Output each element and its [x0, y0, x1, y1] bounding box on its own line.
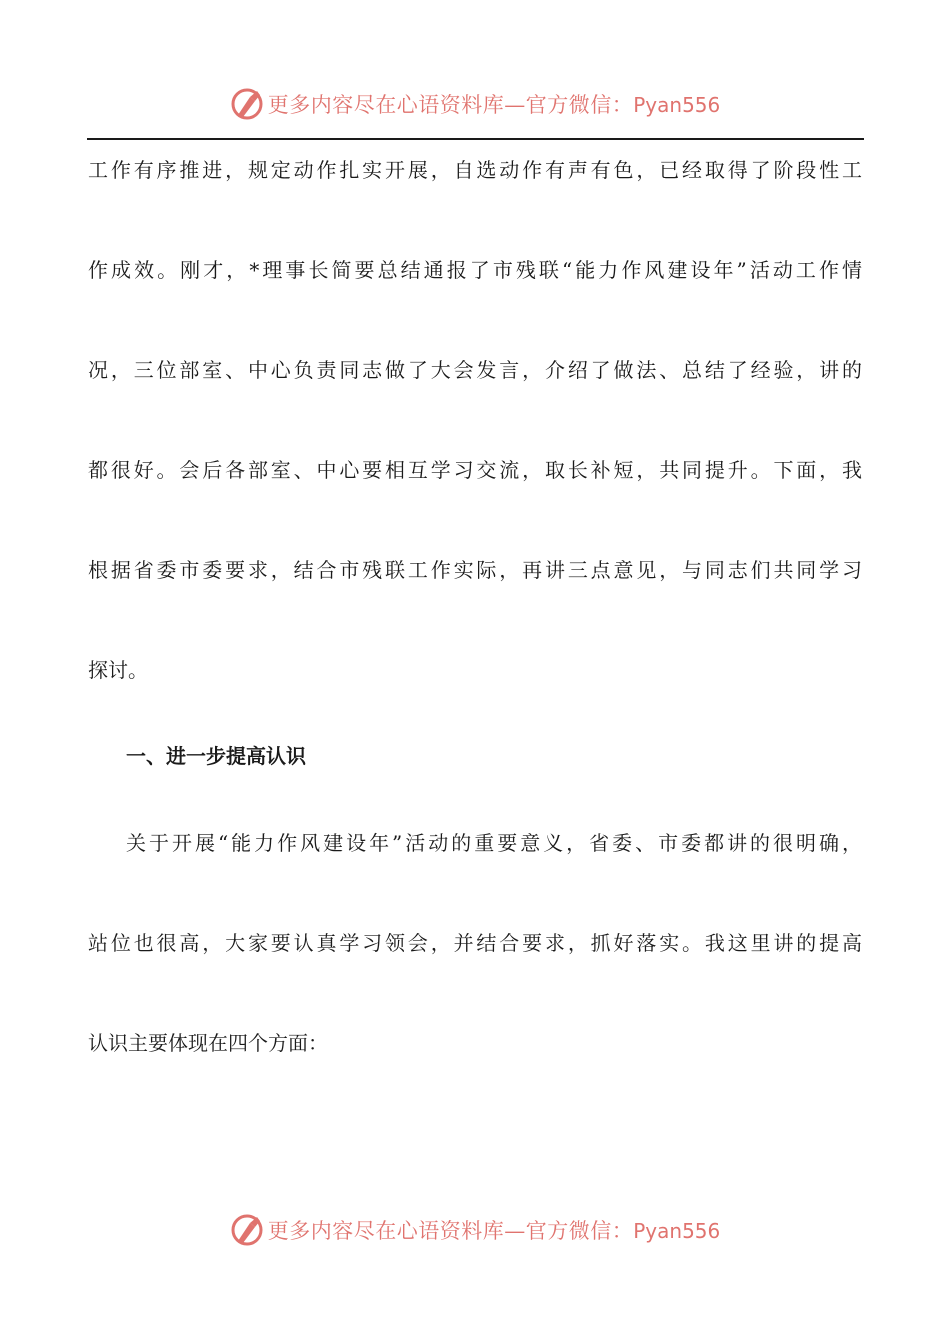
body-text-line: 认识主要体现在四个方面：	[88, 1031, 328, 1055]
body-text-line: 关于开展“能力作风建设年”活动的重要意义，省委、市委都讲的很明确，	[126, 831, 862, 855]
body-text-line: 站位也很高，大家要认真学习领会，并结合要求，抓好落实。我这里讲的提高	[88, 931, 862, 955]
body-text-line: 探讨。	[88, 658, 148, 682]
page-footer-banner	[0, 1210, 950, 1250]
pen-nib-circle-icon	[230, 87, 264, 121]
body-text-line: 况，三位部室、中心负责同志做了大会发言，介绍了做法、总结了经验，讲的	[88, 358, 862, 382]
body-text-line: 作成效。刚才，*理事长简要总结通报了市残联“能力作风建设年”活动工作情	[88, 258, 862, 282]
body-text-line: 工作有序推进，规定动作扎实开展，自选动作有声有色，已经取得了阶段性工	[88, 158, 862, 182]
section-heading: 一、进一步提高认识	[126, 744, 306, 768]
header-banner-text: 更多内容尽在心语资料库—官方微信：Pyan556	[267, 93, 721, 117]
header-divider	[87, 138, 864, 140]
body-text-line: 根据省委市委要求，结合市残联工作实际，再讲三点意见，与同志们共同学习	[88, 558, 862, 582]
footer-banner-text: 更多内容尽在心语资料库—官方微信：Pyan556	[267, 1219, 721, 1243]
body-text-line: 都很好。会后各部室、中心要相互学习交流，取长补短，共同提升。下面，我	[88, 458, 862, 482]
page-header-banner	[0, 84, 950, 124]
pen-nib-circle-icon	[230, 1213, 264, 1247]
